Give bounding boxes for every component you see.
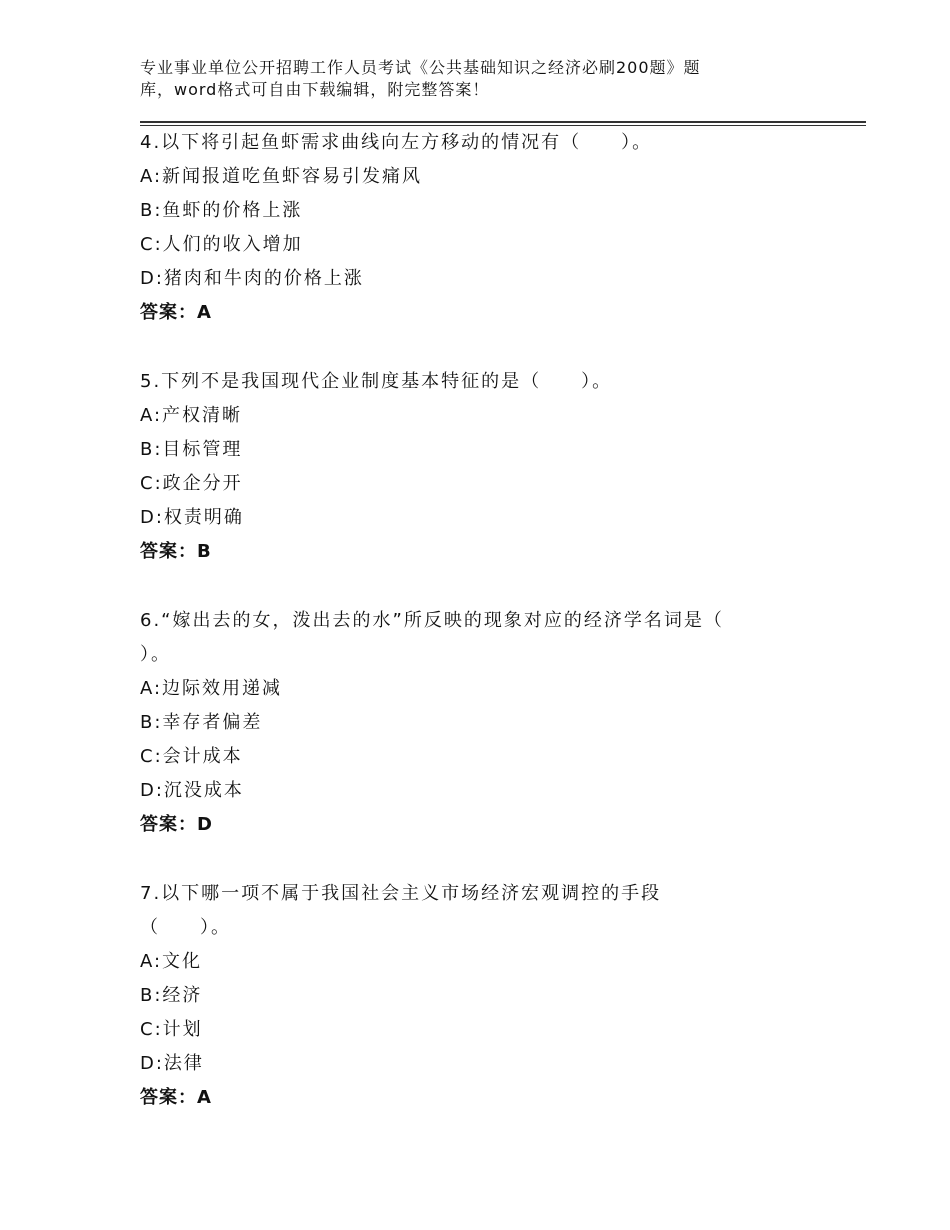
option-b: B:幸存者偏差 xyxy=(140,712,263,733)
question-stem: 7.以下哪一项不属于我国社会主义市场经济宏观调控的手段 xyxy=(140,883,662,904)
question-stem: 5.下列不是我国现代企业制度基本特征的是（ ）。 xyxy=(140,371,613,392)
option-c: C:人们的收入增加 xyxy=(140,234,303,255)
question-7 xyxy=(140,877,820,1115)
question-stem-continued: （ ）。 xyxy=(140,917,231,938)
header-line-1: 专业事业单位公开招聘工作人员考试《公共基础知识之经济必刷200题》题 xyxy=(140,58,701,77)
option-c: C:政企分开 xyxy=(140,473,243,494)
option-b: B:经济 xyxy=(140,985,203,1006)
option-b: B:目标管理 xyxy=(140,439,243,460)
option-a: A:新闻报道吃鱼虾容易引发痛风 xyxy=(140,166,423,187)
option-d: D:猪肉和牛肉的价格上涨 xyxy=(140,268,364,289)
option-c: C:计划 xyxy=(140,1019,203,1040)
answer-label: 答案：A xyxy=(140,302,212,323)
question-stem-continued: ）。 xyxy=(140,644,171,665)
option-a: A:边际效用递减 xyxy=(140,678,283,699)
document-header xyxy=(140,57,780,101)
answer-label: 答案：B xyxy=(140,541,212,562)
option-a: A:文化 xyxy=(140,951,203,972)
option-d: D:权责明确 xyxy=(140,507,244,528)
option-d: D:沉没成本 xyxy=(140,780,244,801)
answer-label: 答案：D xyxy=(140,814,213,835)
question-5 xyxy=(140,365,820,569)
question-4 xyxy=(140,126,820,330)
option-a: A:产权清晰 xyxy=(140,405,243,426)
option-b: B:鱼虾的价格上涨 xyxy=(140,200,303,221)
option-d: D:法律 xyxy=(140,1053,204,1074)
answer-label: 答案：A xyxy=(140,1087,212,1108)
question-stem: 6.“嫁出去的女，泼出去的水”所反映的现象对应的经济学名词是（ xyxy=(140,610,724,631)
header-line-2: 库，word格式可自由下载编辑，附完整答案！ xyxy=(140,80,490,99)
question-stem: 4.以下将引起鱼虾需求曲线向左方移动的情况有（ ）。 xyxy=(140,132,653,153)
question-6 xyxy=(140,604,820,842)
option-c: C:会计成本 xyxy=(140,746,243,767)
